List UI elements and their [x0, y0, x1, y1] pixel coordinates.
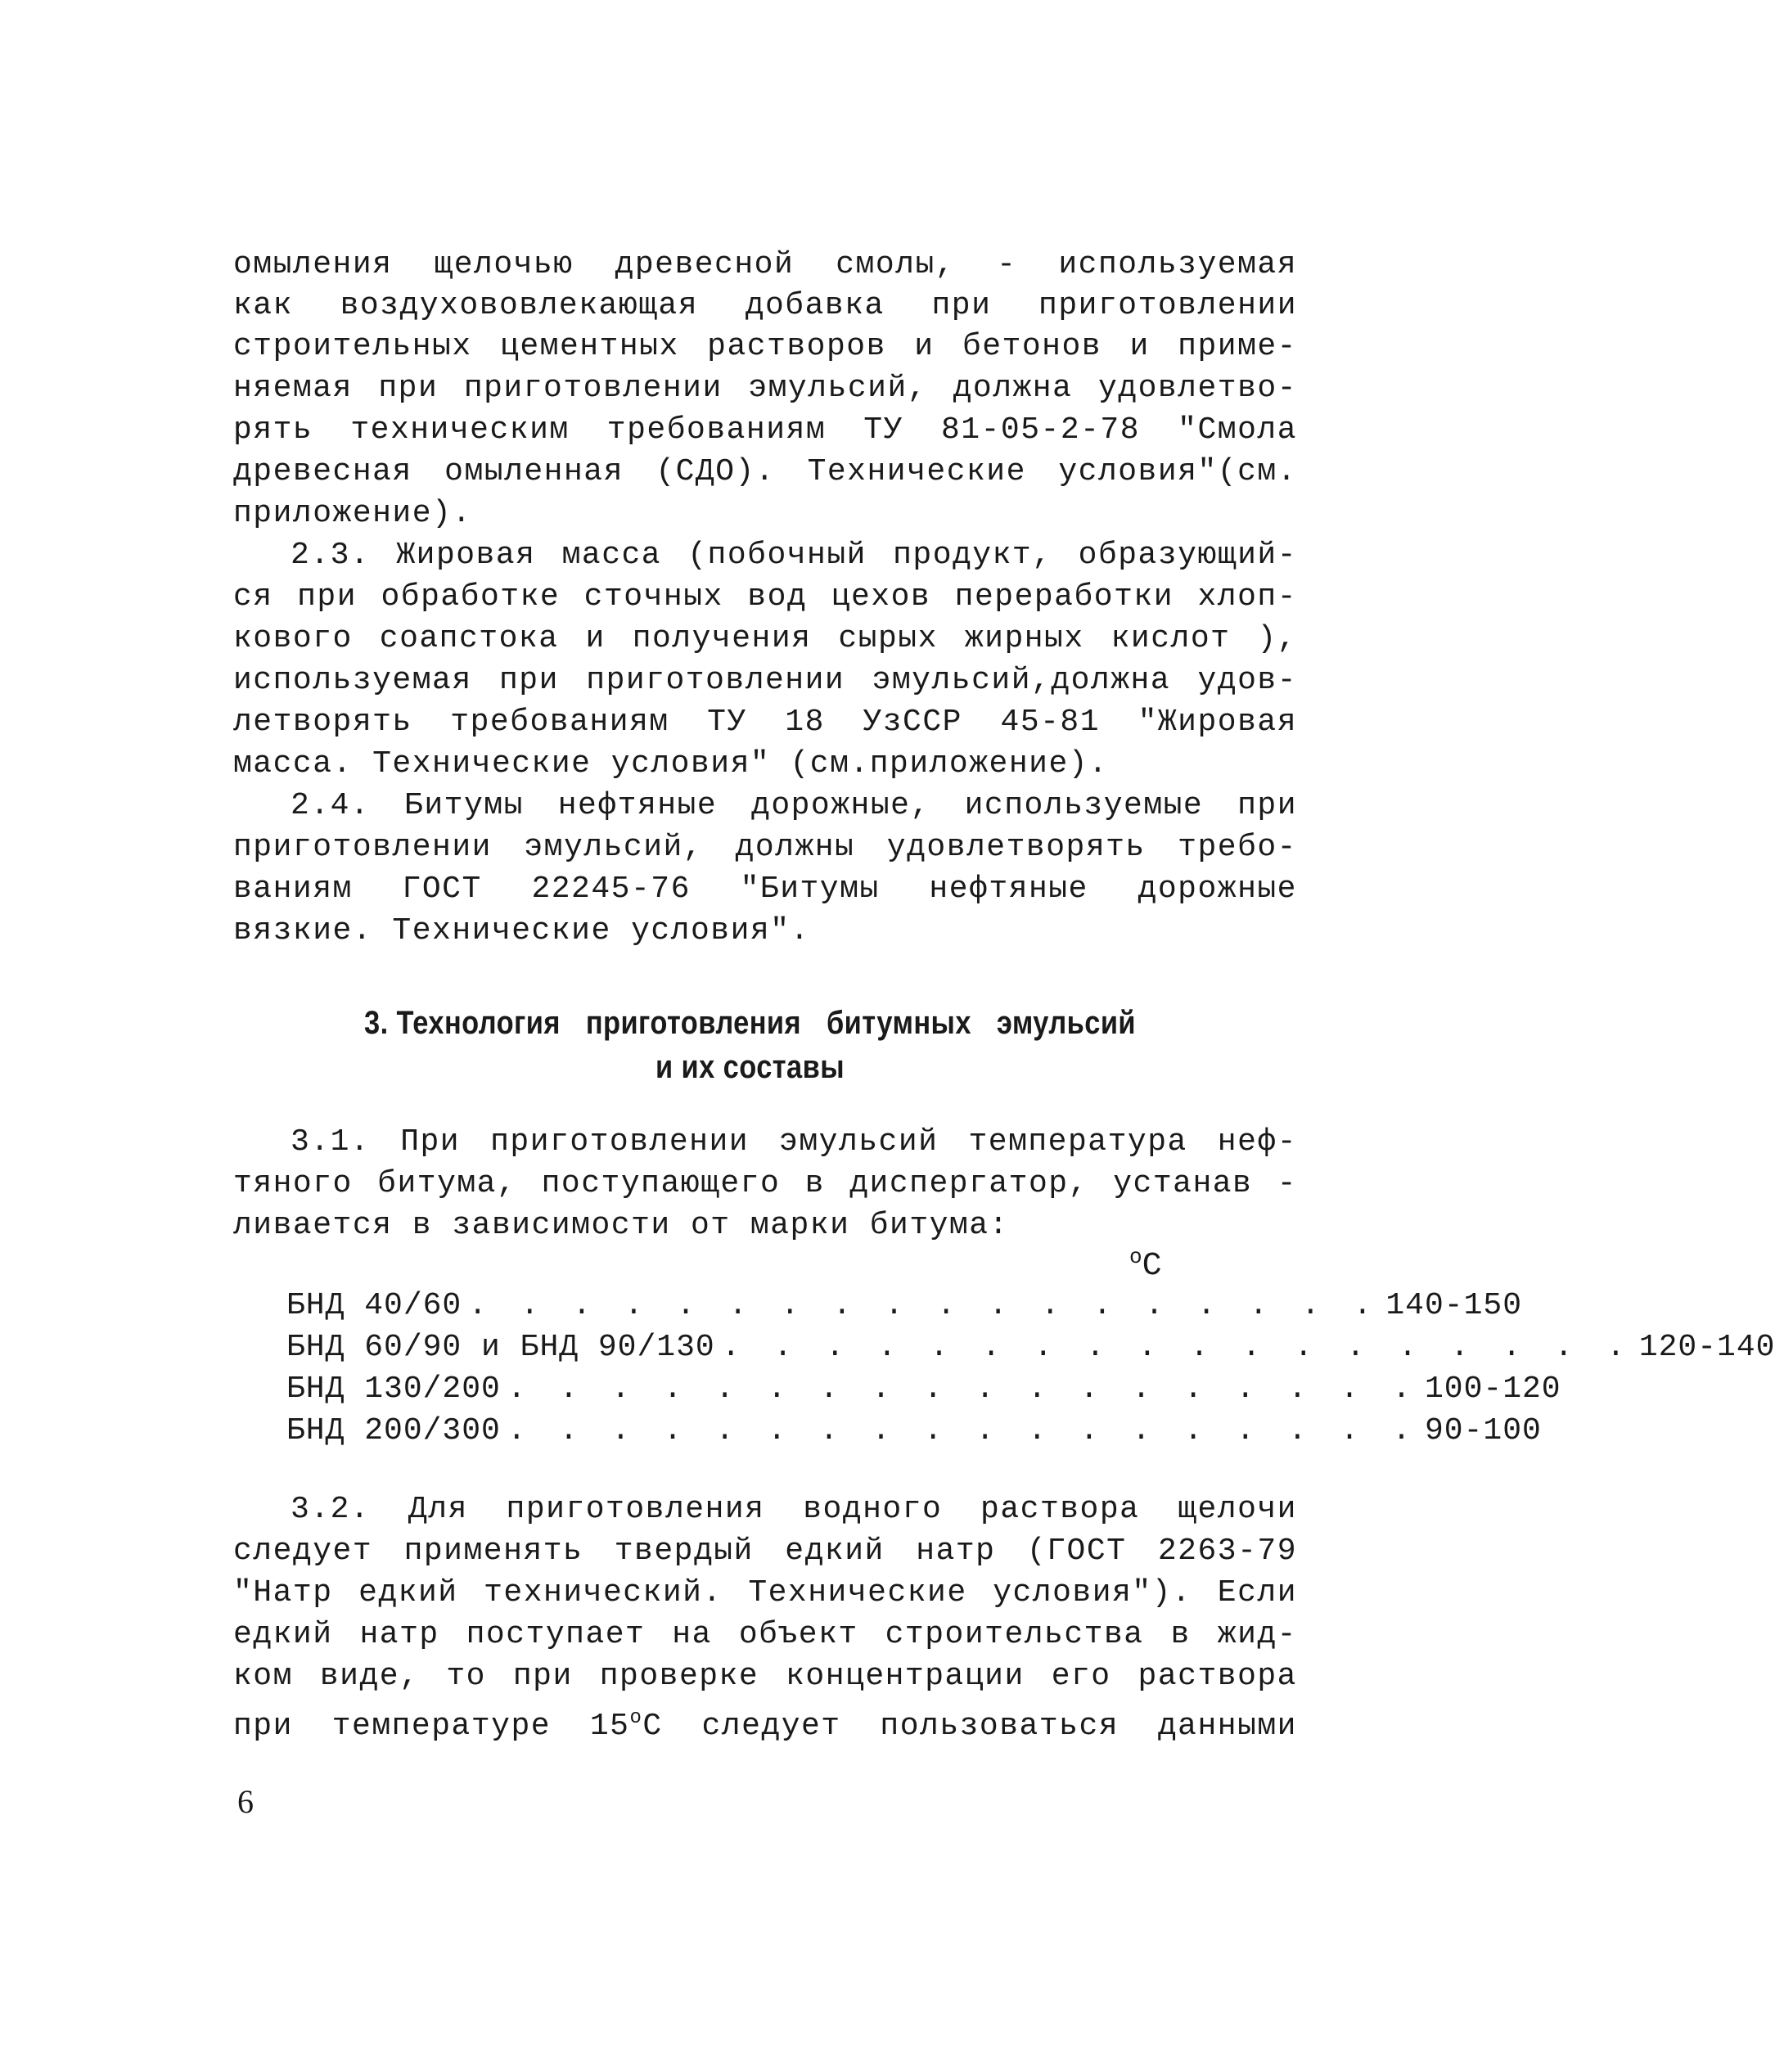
text-line: древесная омыленная (СДО). Технические условия"(см.: [233, 454, 1297, 489]
temperature-range: 140-150: [1385, 1288, 1523, 1323]
text-line: тяного битума, поступающего в диспергатор, устанав -: [233, 1166, 1297, 1201]
bitumen-grade: БНД 40/60: [286, 1288, 462, 1323]
heading-word: эмульсий: [996, 1005, 1136, 1041]
text-line-last: [233, 1697, 1297, 1744]
table-row: [286, 1327, 1775, 1369]
unit-letter: C: [1142, 1248, 1162, 1285]
text-line: приложение).: [233, 496, 472, 531]
leader-dots: . . . . . . . . . . . . . . . . . .: [468, 1288, 1380, 1323]
text-line: масса. Технические условия" (см.приложение).: [233, 746, 1109, 782]
temperature-range: 120-140: [1638, 1330, 1775, 1365]
heading-word: приготовления: [585, 1005, 802, 1041]
degree-sign: o: [629, 1707, 643, 1729]
text-line: едкий натр поступает на объект строительства в жид-: [233, 1617, 1297, 1652]
text-line: вязкие. Технические условия".: [233, 913, 810, 948]
text-line: кового соапстока и получения сырых жирных кислот ),: [233, 621, 1297, 656]
leader-dots: . . . . . . . . . . . . . . . . . .: [507, 1372, 1418, 1407]
bitumen-grade: БНД 130/200: [286, 1372, 501, 1407]
paragraph-3-1-first-line: 3.1. При приготовлении эмульсий температура неф-: [291, 1124, 1297, 1160]
unit-label: [1129, 1236, 1162, 1288]
text-line: используемая при приготовлении эмульсий,должна удов-: [233, 663, 1297, 698]
text-line: ком виде, то при проверке концентрации его раствора: [233, 1659, 1297, 1694]
section-heading-line-2: и их составы: [655, 1049, 845, 1085]
leader-dots: . . . . . . . . . . . . . . . . . .: [721, 1330, 1633, 1365]
temperature-range: 100-120: [1424, 1372, 1561, 1407]
paragraph-2-4-first-line: 2.4. Битумы нефтяные дорожные, используемые при: [291, 788, 1297, 823]
temperature-range: 90-100: [1424, 1413, 1542, 1448]
text-line: строительных цементных растворов и бетонов и приме-: [233, 329, 1297, 364]
text-line: следует применять твердый едкий натр (ГОСТ 2263-79: [233, 1534, 1297, 1569]
text-line: летворять требованиям ТУ 18 УзССР 45-81 "Жировая: [233, 705, 1297, 740]
bitumen-grade: БНД 200/300: [286, 1413, 501, 1448]
bitumen-grade: БНД 60/90 и БНД 90/130: [286, 1330, 715, 1365]
degree-sign: o: [1129, 1245, 1142, 1269]
paragraph-3-2-first-line: 3.2. Для приготовления водного раствора щелочи: [291, 1492, 1297, 1527]
leader-dots: . . . . . . . . . . . . . . . . . .: [507, 1413, 1418, 1448]
text-line: ваниям ГОСТ 22245-76 "Битумы нефтяные дорожные: [233, 872, 1297, 907]
heading-word: битумных: [826, 1005, 971, 1041]
text-line: рять техническим требованиям ТУ 81-05-2-78 "Смола: [233, 412, 1297, 448]
table-row: [286, 1410, 1542, 1453]
text-line: омыления щелочью древесной смолы, - используемая: [233, 247, 1297, 282]
text-line: "Натр едкий технический. Технические условия"). Если: [233, 1575, 1297, 1610]
text-line: ся при обработке сточных вод цехов переработки хлоп-: [233, 579, 1297, 615]
text-line: как воздухововлекающая добавка при приготовлении: [233, 288, 1297, 323]
text-fragment: при температуре 15: [233, 1709, 630, 1744]
table-row: [286, 1285, 1523, 1327]
heading-word: 3. Технология: [364, 1005, 561, 1041]
text-line: приготовлении эмульсий, должны удовлетворять требо-: [233, 830, 1297, 865]
text-line: ливается в зависимости от марки битума:: [233, 1208, 1009, 1243]
section-heading: [105, 1000, 1394, 1046]
table-row: [286, 1368, 1561, 1411]
page-number: 6: [237, 1783, 254, 1820]
text-line: няемая при приготовлении эмульсий, должна удовлетво-: [233, 371, 1297, 406]
paragraph-2-3-first-line: 2.3. Жировая масса (побочный продукт, образующий-: [291, 538, 1297, 573]
text-fragment: C следует пользоваться данными: [642, 1709, 1297, 1744]
